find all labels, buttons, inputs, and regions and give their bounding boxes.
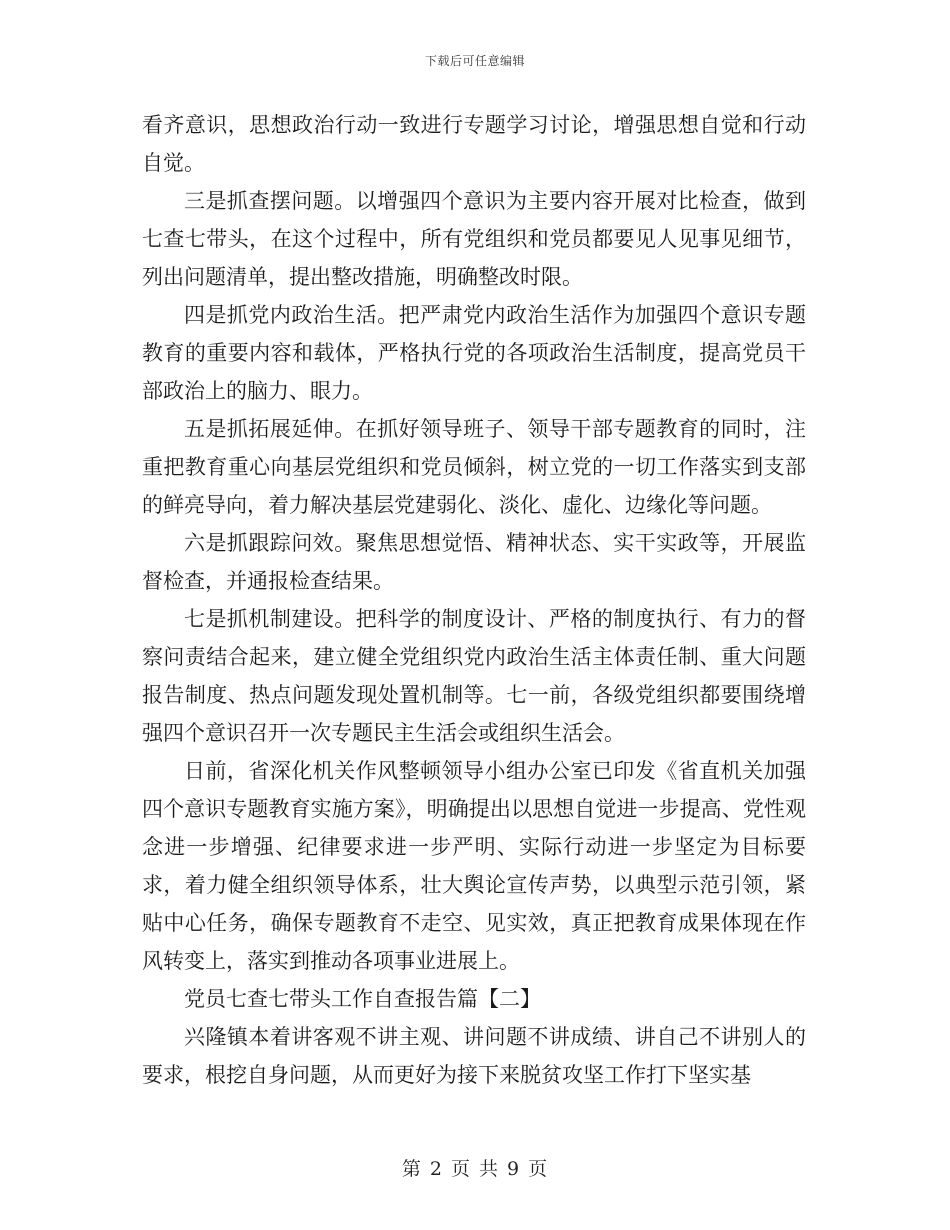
footer-page-word: 页 <box>450 1158 471 1180</box>
document-body <box>142 106 806 1094</box>
paragraph-3: 四是抓党内政治生活。把严肃党内政治生活作为加强四个意识专题教育的重要内容和载体，严格执行党的各项政治生活制度，提高党员干部政治上的脑力、眼力。 <box>142 303 806 403</box>
paragraph-6: 七是抓机制建设。把科学的制度设计、严格的制度执行、有力的督察问责结合起来，建立健全党组织党内政治生活主体责任制、重大问题报告制度、热点问题发现处置机制等。七一前，各级党组织都要围绕增强四个意识召开一次专题民主生活会或组织生活会。 <box>142 607 806 745</box>
paragraph-1: 看齐意识，思想政治行动一致进行专题学习讨论，增强思想自觉和行动自觉。 <box>142 113 806 175</box>
footer-suffix: 页 <box>528 1158 549 1180</box>
page-header <box>0 52 950 69</box>
footer-prefix: 第 <box>401 1158 422 1180</box>
section-heading: 党员七查七带头工作自查报告篇【二】 <box>184 987 541 1011</box>
paragraph-5: 六是抓跟踪问效。聚焦思想觉悟、精神状态、实干实政等，开展监督检查，并通报检查结果。 <box>142 531 806 593</box>
paragraph-4: 五是抓拓展延伸。在抓好领导班子、领导干部专题教育的同时，注重把教育重心向基层党组织和党员倾斜，树立党的一切工作落实到支部的鲜亮导向，着力解决基层党建弱化、淡化、虚化、边缘化等问题。 <box>142 417 806 517</box>
header-text: 下载后可任意编辑 <box>424 54 525 68</box>
footer-current-page: 2 <box>429 1158 443 1180</box>
page-footer <box>0 1154 950 1181</box>
paragraph-9: 兴隆镇本着讲客观不讲主观、讲问题不讲成绩、讲自己不讲别人的要求，根挖自身问题，从而更好为接下来脱贫攻坚工作打下坚实基 <box>142 1025 806 1087</box>
footer-total-pages: 9 <box>507 1158 521 1180</box>
paragraph-7: 日前，省深化机关作风整顿领导小组办公室已印发《省直机关加强四个意识专题教育实施方案》，明确提出以思想自觉进一步提高、党性观念进一步增强、纪律要求进一步严明、实际行动进一步坚定为目标要求，着力健全组织领导体系，壮大舆论宣传声势，以典型示范引领，紧贴中心任务，确保专题教育不走空、见实效，真正把教育成果体现在作风转变上，落实到推动各项事业进展上。 <box>142 759 806 973</box>
paragraph-2: 三是抓查摆问题。以增强四个意识为主要内容开展对比检查，做到七查七带头，在这个过程中，所有党组织和党员都要见人见事见细节，列出问题清单，提出整改措施，明确整改时限。 <box>142 189 806 289</box>
footer-total-word: 共 <box>479 1158 500 1180</box>
